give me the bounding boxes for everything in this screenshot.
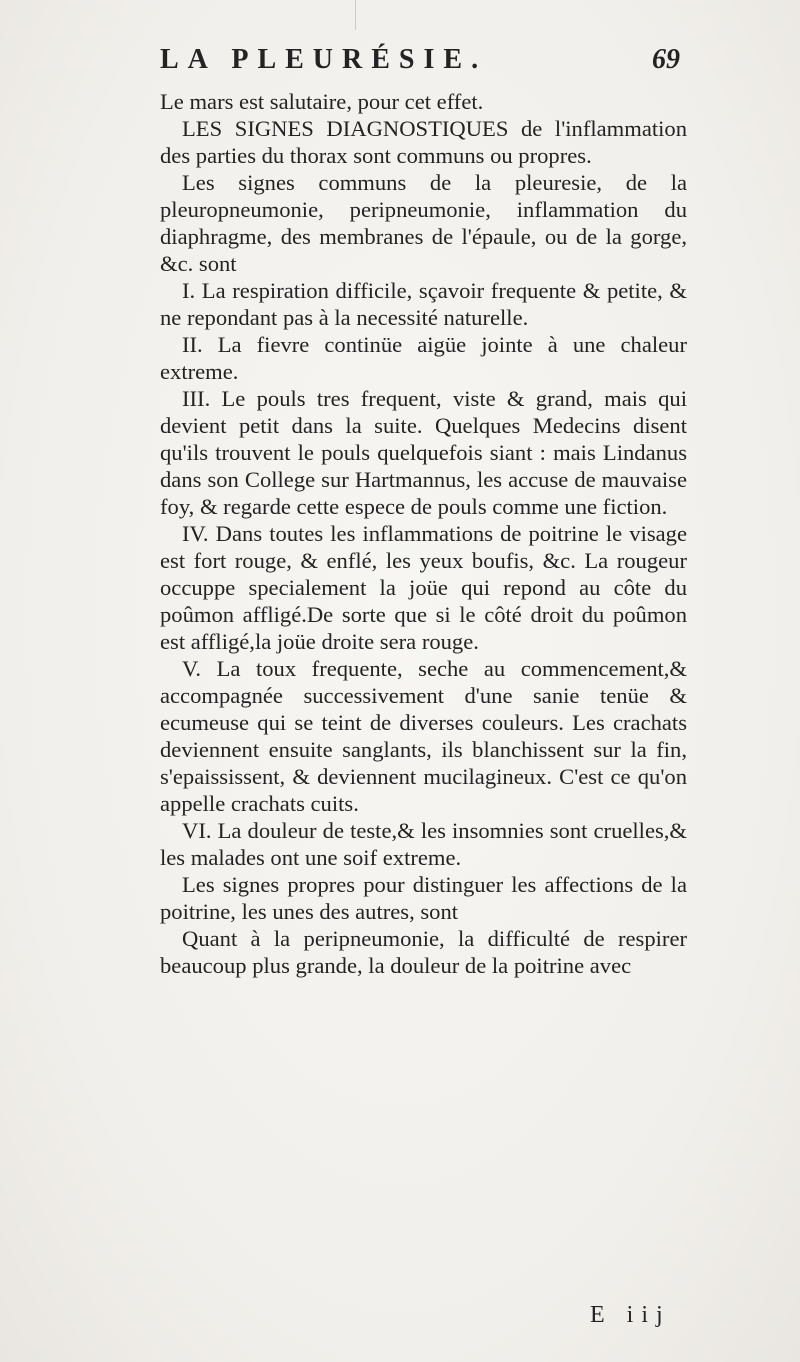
page-header	[160, 44, 680, 88]
paragraph: V. La toux frequente, seche au commencement,& accompagnée successivement d'une sanie tenüe & ecumeuse qui se teint de diverses couleurs. Les crachats deviennent ensuite sanglants, ils blanchissent sur la fin, s'epaississent, & deviennent mucilagineux. C'est ce qu'on appelle crachats cuits.	[160, 656, 687, 816]
paragraph: I. La respiration difficile, sçavoir frequente & petite, & ne repondant pas à la necessité naturelle.	[160, 278, 687, 330]
running-head: LA PLEURÉSIE.	[160, 44, 488, 75]
body-text	[160, 88, 687, 979]
page-number: 69	[652, 44, 680, 75]
signature-mark: E iij	[590, 1302, 671, 1328]
paragraph: Quant à la peripneumonie, la difficulté de respirer beaucoup plus grande, la douleur de la poitrine avec	[160, 926, 687, 978]
paragraph: Les signes communs de la pleuresie, de la pleuropneumonie, peripneumonie, inflammation du diaphragme, des membranes de l'épaule, ou de la gorge, &c. sont	[160, 170, 687, 276]
paragraph: IV. Dans toutes les inflammations de poitrine le visage est fort rouge, & enflé, les yeux boufis, &c. La rougeur occuppe specialement la joüe qui repond au côte du poûmon affligé.De sorte que si le côté droit du poûmon est affligé,la joüe droite sera rouge.	[160, 521, 687, 654]
page-crease	[355, 0, 356, 30]
paragraph: III. Le pouls tres frequent, viste & grand, mais qui devient petit dans la suite. Quelques Medecins disent qu'ils trouvent le pouls quelquefois siant : mais Lindanus dans son College sur Hartmannus, les accuse de mauvaise foy, & regarde cette espece de pouls comme une fiction.	[160, 386, 687, 519]
paragraph: Les signes propres pour distinguer les affections de la poitrine, les unes des autres, sont	[160, 872, 687, 924]
paragraph: LES SIGNES DIAGNOSTIQUES de l'inflammation des parties du thorax sont communs ou propres.	[160, 116, 687, 168]
paragraph: II. La fievre continüe aigüe jointe à une chaleur extreme.	[160, 332, 687, 384]
paragraph: VI. La douleur de teste,& les insomnies sont cruelles,& les malades ont une soif extreme.	[160, 818, 687, 870]
paragraph: Le mars est salutaire, pour cet effet.	[160, 89, 484, 114]
